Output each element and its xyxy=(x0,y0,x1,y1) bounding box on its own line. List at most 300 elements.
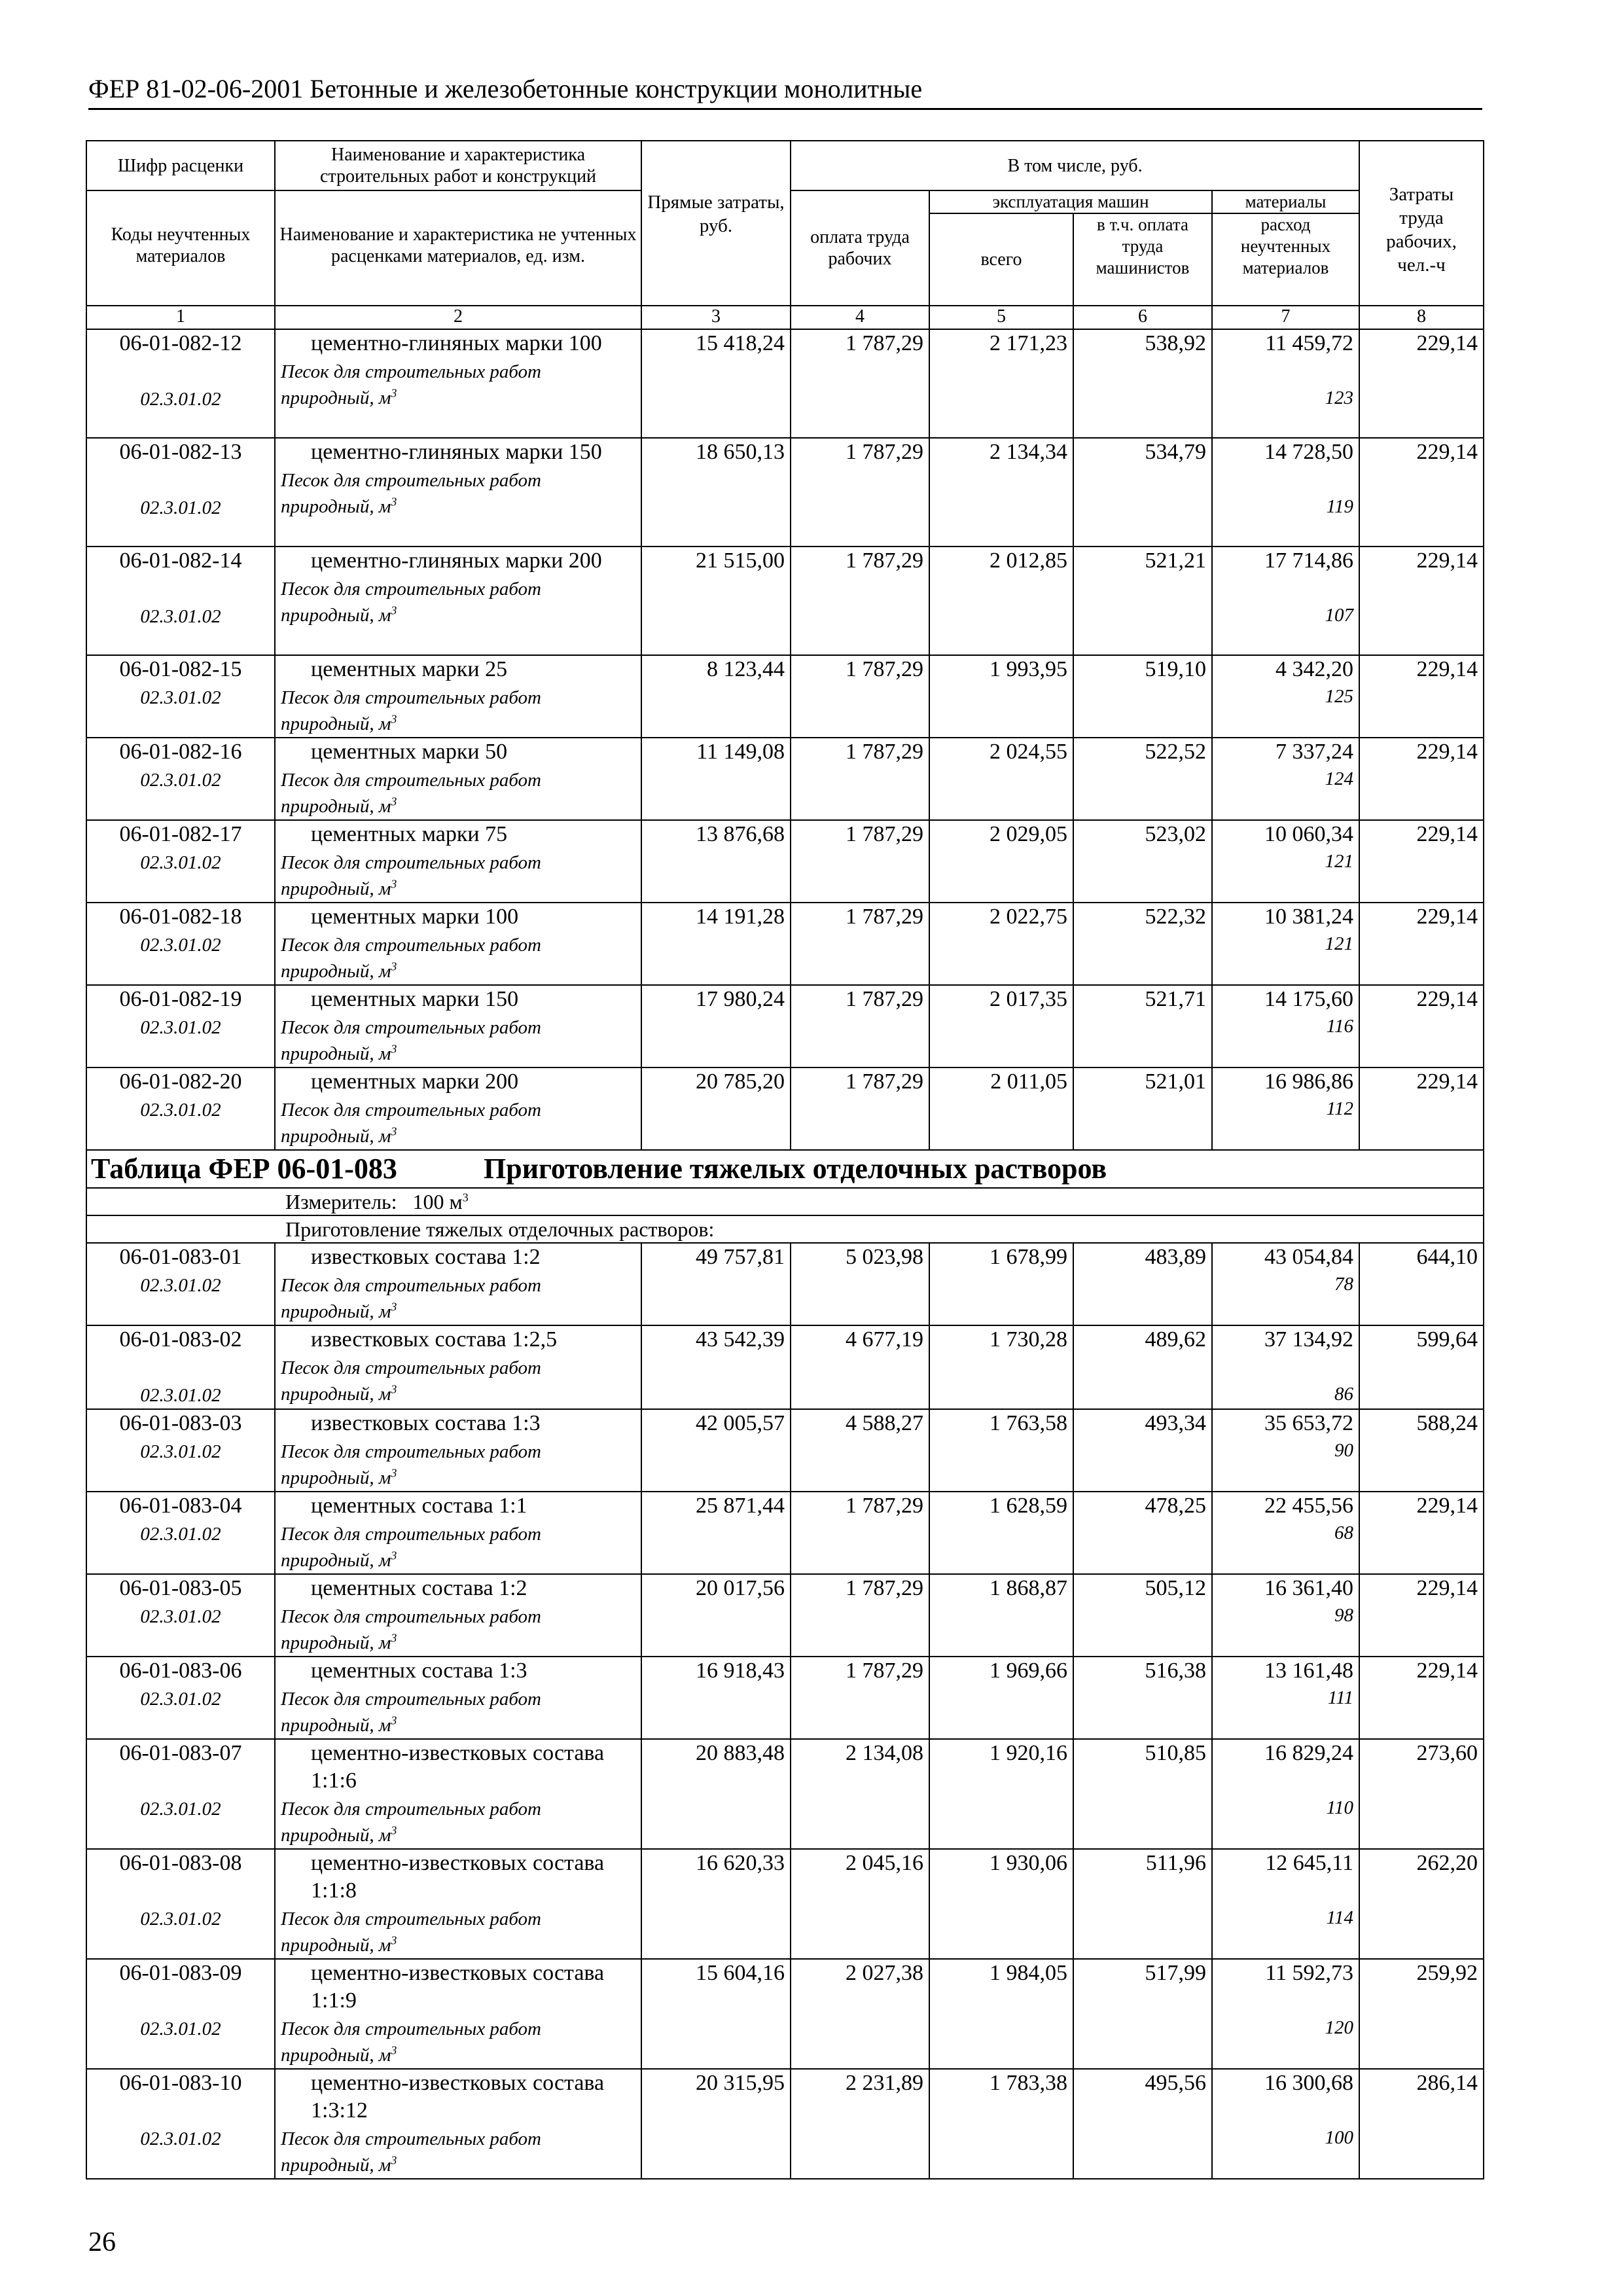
labor-hours: 588,24 xyxy=(1416,1411,1478,1435)
material-consumption: 121 xyxy=(1325,933,1354,954)
material-name-text: Песок для строительных работ природный, м xyxy=(281,1017,541,1064)
labor-pay-cell xyxy=(791,1409,929,1492)
materials-cost: 7 337,24 xyxy=(1275,740,1354,764)
labor-hours: 229,14 xyxy=(1416,1069,1478,1094)
material-unit-power: 3 xyxy=(391,712,397,726)
labor-hours-cell xyxy=(1359,903,1484,985)
labor-hours-cell xyxy=(1359,438,1484,547)
material-code: 02.3.01.02 xyxy=(140,1441,221,1462)
material-unit-power: 3 xyxy=(391,877,397,891)
column-number: 4 xyxy=(791,306,929,329)
work-name: цементных марки 200 xyxy=(311,1069,519,1094)
materials-cost: 16 986,86 xyxy=(1264,1069,1354,1094)
material-name xyxy=(281,1271,635,1325)
machine-total: 1 628,59 xyxy=(990,1494,1067,1518)
machine-total: 1 868,87 xyxy=(990,1576,1067,1600)
materials-cell xyxy=(1212,903,1359,985)
material-code: 02.3.01.02 xyxy=(140,687,221,708)
labor-pay: 1 787,29 xyxy=(846,822,923,846)
labor-hours-cell xyxy=(1359,1959,1484,2069)
machine-total-cell xyxy=(929,1409,1073,1492)
material-code: 02.3.01.02 xyxy=(140,2018,221,2039)
running-header: ФЕР 81-02-06-2001 Бетонные и железобетонные конструкции монолитные xyxy=(88,74,923,103)
material-unit-power: 3 xyxy=(391,1300,397,1314)
labor-pay: 2 231,89 xyxy=(846,2071,923,2095)
rate-code: 06-01-083-07 xyxy=(119,1741,242,1765)
machine-total: 1 783,38 xyxy=(990,2071,1067,2095)
work-name: цементно-глиняных марки 150 xyxy=(311,440,602,464)
direct-costs-cell xyxy=(641,903,791,985)
machinist-pay: 522,52 xyxy=(1145,740,1206,764)
machine-total-cell xyxy=(929,655,1073,738)
material-consumption: 98 xyxy=(1334,1605,1354,1626)
rate-code-cell xyxy=(86,655,275,738)
labor-pay-cell xyxy=(791,738,929,820)
direct-costs: 11 149,08 xyxy=(696,740,785,764)
meter-label: Измеритель: xyxy=(285,1190,397,1213)
material-name-text: Песок для строительных работ природный, м xyxy=(281,1275,541,1322)
labor-pay: 2 045,16 xyxy=(846,1851,923,1875)
name-cell xyxy=(275,1067,641,1150)
direct-costs: 13 876,68 xyxy=(696,822,785,846)
material-consumption: 86 xyxy=(1334,1384,1354,1405)
machine-total-cell xyxy=(929,1067,1073,1150)
materials-cell xyxy=(1212,655,1359,738)
labor-pay: 1 787,29 xyxy=(846,1576,923,1600)
rate-code: 06-01-083-09 xyxy=(119,1961,242,1985)
material-code: 02.3.01.02 xyxy=(140,1689,221,1710)
rate-code: 06-01-082-18 xyxy=(119,905,242,929)
machinist-pay-cell xyxy=(1073,547,1212,655)
material-consumption: 121 xyxy=(1325,851,1354,872)
material-name-text: Песок для строительных работ природный, м xyxy=(281,2018,541,2066)
materials-cost: 16 829,24 xyxy=(1264,1741,1354,1765)
material-name xyxy=(281,1685,635,1738)
direct-costs-cell xyxy=(641,547,791,655)
table-row xyxy=(86,738,1484,820)
name-cell xyxy=(275,1243,641,1325)
material-consumption: 107 xyxy=(1325,605,1354,626)
table-body xyxy=(86,141,1484,2179)
materials-cost: 37 134,92 xyxy=(1264,1327,1354,1352)
machinist-pay: 489,62 xyxy=(1145,1327,1206,1352)
labor-pay-cell xyxy=(791,329,929,438)
direct-costs-cell xyxy=(641,820,791,903)
header-machinist-pay: в т.ч. оплата труда машинистов xyxy=(1073,213,1212,306)
labor-hours-cell xyxy=(1359,1243,1484,1325)
machinist-pay-cell xyxy=(1073,903,1212,985)
machine-total: 2 011,05 xyxy=(990,1069,1067,1094)
rate-code: 06-01-082-15 xyxy=(119,657,242,681)
work-name: цементных марки 75 xyxy=(311,822,508,846)
materials-cell xyxy=(1212,1243,1359,1325)
material-name-text: Песок для строительных работ природный, м xyxy=(281,1357,541,1405)
labor-pay: 1 787,29 xyxy=(846,740,923,764)
labor-pay: 1 787,29 xyxy=(846,1069,923,1094)
material-code: 02.3.01.02 xyxy=(140,389,221,410)
rate-code-cell xyxy=(86,1409,275,1492)
materials-cost: 17 714,86 xyxy=(1264,548,1354,573)
material-name xyxy=(281,1905,635,1958)
material-consumption: 112 xyxy=(1326,1098,1354,1119)
machine-total-cell xyxy=(929,1959,1073,2069)
material-name xyxy=(281,2125,635,2178)
material-consumption: 123 xyxy=(1325,387,1354,408)
machine-total: 2 171,23 xyxy=(990,331,1067,355)
material-name-text: Песок для строительных работ природный, м xyxy=(281,1606,541,1653)
labor-pay-cell xyxy=(791,1739,929,1849)
machinist-pay: 505,12 xyxy=(1145,1576,1206,1600)
material-name-text: Песок для строительных работ природный, м xyxy=(281,1909,541,1956)
header-unaccounted-name: Наименование и характеристика не учтенных расценками материалов, ед. изм. xyxy=(279,224,637,266)
material-name xyxy=(281,766,635,819)
machinist-pay: 511,96 xyxy=(1145,1851,1206,1875)
machine-total-cell xyxy=(929,438,1073,547)
labor-pay: 1 787,29 xyxy=(846,1659,923,1683)
direct-costs-cell xyxy=(641,1067,791,1150)
machinist-pay: 523,02 xyxy=(1145,822,1206,846)
work-name: цементных состава 1:1 xyxy=(311,1494,527,1518)
section-meter xyxy=(86,1188,1484,1215)
table-row xyxy=(86,1492,1484,1574)
column-number: 2 xyxy=(275,306,641,329)
rate-code: 06-01-082-13 xyxy=(119,440,242,464)
labor-pay: 2 027,38 xyxy=(846,1961,923,1985)
labor-hours-cell xyxy=(1359,820,1484,903)
labor-pay: 1 787,29 xyxy=(846,987,923,1011)
rate-code-cell xyxy=(86,1325,275,1409)
column-number: 7 xyxy=(1212,306,1359,329)
material-consumption: 78 xyxy=(1334,1274,1354,1295)
machine-total: 1 984,05 xyxy=(990,1961,1067,1985)
machine-total: 2 017,35 xyxy=(990,987,1067,1011)
labor-hours: 644,10 xyxy=(1416,1245,1478,1269)
material-name-text: Песок для строительных работ природный, м xyxy=(281,1524,541,1571)
rate-code: 06-01-083-04 xyxy=(119,1494,242,1518)
header-name: Наименование и характеристика строительных работ и конструкций xyxy=(276,141,641,191)
material-code: 02.3.01.02 xyxy=(140,497,221,518)
rate-code-cell xyxy=(86,985,275,1067)
material-name xyxy=(281,1096,635,1149)
rate-code: 06-01-082-20 xyxy=(119,1069,242,1094)
work-name: известковых состава 1:3 xyxy=(311,1411,541,1435)
direct-costs: 20 883,48 xyxy=(696,1741,785,1765)
rate-code: 06-01-082-12 xyxy=(119,331,242,355)
material-consumption: 124 xyxy=(1325,768,1354,789)
material-unit-power: 3 xyxy=(391,1466,397,1480)
direct-costs-cell xyxy=(641,1739,791,1849)
rate-code-cell xyxy=(86,1067,275,1150)
direct-costs: 14 191,28 xyxy=(696,905,785,929)
labor-hours-cell xyxy=(1359,655,1484,738)
rate-code: 06-01-083-05 xyxy=(119,1576,242,1600)
labor-pay: 2 134,08 xyxy=(846,1741,923,1765)
machinist-pay: 516,38 xyxy=(1145,1659,1206,1683)
materials-cell xyxy=(1212,329,1359,438)
machine-total: 1 678,99 xyxy=(990,1245,1067,1269)
material-name xyxy=(281,1354,635,1407)
material-unit-power: 3 xyxy=(391,1042,397,1056)
machine-total-cell xyxy=(929,738,1073,820)
labor-pay: 1 787,29 xyxy=(846,1494,923,1518)
machine-total-cell xyxy=(929,1657,1073,1739)
machinist-pay: 510,85 xyxy=(1145,1741,1206,1765)
header-machine-operation: эксплуатация машин xyxy=(929,190,1212,213)
material-consumption: 111 xyxy=(1327,1687,1354,1708)
labor-pay-cell xyxy=(791,1243,929,1325)
labor-pay: 4 677,19 xyxy=(846,1327,923,1352)
table-row xyxy=(86,1325,1484,1409)
material-code: 02.3.01.02 xyxy=(140,2128,221,2149)
material-unit-power: 3 xyxy=(391,1933,397,1947)
direct-costs: 16 918,43 xyxy=(696,1659,785,1683)
name-cell xyxy=(275,655,641,738)
materials-cell xyxy=(1212,1067,1359,1150)
table-row xyxy=(86,438,1484,547)
materials-cell xyxy=(1212,2069,1359,2179)
labor-pay-cell xyxy=(791,1492,929,1574)
rate-code: 06-01-083-10 xyxy=(119,2071,242,2095)
group-title: Приготовление тяжелых отделочных растворов: xyxy=(285,1217,715,1241)
page-number: 26 xyxy=(88,2227,116,2257)
work-name: цементно-глиняных марки 100 xyxy=(311,331,602,355)
table-row xyxy=(86,329,1484,438)
machinist-pay-cell xyxy=(1073,329,1212,438)
direct-costs: 43 542,39 xyxy=(696,1327,785,1352)
material-code: 02.3.01.02 xyxy=(140,1606,221,1627)
materials-cost: 10 060,34 xyxy=(1264,822,1354,846)
work-name: цементных марки 25 xyxy=(311,657,508,681)
labor-pay: 4 588,27 xyxy=(846,1411,923,1435)
machinist-pay: 538,92 xyxy=(1145,331,1206,355)
section-title xyxy=(86,1150,1484,1188)
direct-costs-cell xyxy=(641,1574,791,1657)
labor-hours: 229,14 xyxy=(1416,822,1478,846)
material-code: 02.3.01.02 xyxy=(140,1909,221,1929)
materials-cost: 16 300,68 xyxy=(1264,2071,1354,2095)
rate-code-cell xyxy=(86,820,275,903)
machinist-pay: 478,25 xyxy=(1145,1494,1206,1518)
table-row xyxy=(86,1574,1484,1657)
direct-costs-cell xyxy=(641,1959,791,2069)
name-cell xyxy=(275,1325,641,1409)
materials-cell xyxy=(1212,547,1359,655)
header-materials: материалы xyxy=(1212,190,1359,213)
direct-costs-cell xyxy=(641,1492,791,1574)
machine-total: 1 763,58 xyxy=(990,1411,1067,1435)
material-name-text: Песок для строительных работ природный, м xyxy=(281,1100,541,1147)
material-name xyxy=(281,683,635,737)
rate-code-cell xyxy=(86,903,275,985)
materials-cell xyxy=(1212,1849,1359,1959)
material-code: 02.3.01.02 xyxy=(140,770,221,791)
material-name-text: Песок для строительных работ природный, м xyxy=(281,1441,541,1488)
machinist-pay: 534,79 xyxy=(1145,440,1206,464)
rate-code: 06-01-082-19 xyxy=(119,987,242,1011)
work-name: цементных марки 150 xyxy=(311,987,519,1011)
machine-total-cell xyxy=(929,2069,1073,2179)
name-cell xyxy=(275,1657,641,1739)
machine-total: 1 969,66 xyxy=(990,1659,1067,1683)
column-number: 8 xyxy=(1359,306,1484,329)
direct-costs: 16 620,33 xyxy=(696,1851,785,1875)
labor-hours-cell xyxy=(1359,1067,1484,1150)
direct-costs: 20 315,95 xyxy=(696,2071,785,2095)
name-cell xyxy=(275,1409,641,1492)
machinist-pay: 495,56 xyxy=(1145,2071,1206,2095)
labor-pay-cell xyxy=(791,438,929,547)
machinist-pay-cell xyxy=(1073,1574,1212,1657)
section-group xyxy=(86,1215,1484,1243)
material-name xyxy=(281,575,635,628)
labor-pay: 1 787,29 xyxy=(846,905,923,929)
material-name-text: Песок для строительных работ природный, м xyxy=(281,1689,541,1736)
material-name xyxy=(281,1602,635,1656)
machinist-pay-cell xyxy=(1073,1849,1212,1959)
header-direct-costs: Прямые затраты, руб. xyxy=(641,141,791,306)
machinist-pay: 521,71 xyxy=(1145,987,1206,1011)
direct-costs-cell xyxy=(641,1325,791,1409)
machine-total-cell xyxy=(929,1243,1073,1325)
machinist-pay: 522,32 xyxy=(1145,905,1206,929)
name-cell xyxy=(275,1739,641,1849)
rate-code-cell xyxy=(86,2069,275,2179)
machine-total: 1 920,16 xyxy=(990,1741,1067,1765)
rate-code: 06-01-082-17 xyxy=(119,822,242,846)
machine-total-cell xyxy=(929,820,1073,903)
labor-hours-cell xyxy=(1359,1739,1484,1849)
machine-total-cell xyxy=(929,1739,1073,1849)
material-code: 02.3.01.02 xyxy=(140,1385,221,1406)
name-cell xyxy=(275,329,641,438)
materials-cell xyxy=(1212,438,1359,547)
direct-costs-cell xyxy=(641,438,791,547)
labor-hours-cell xyxy=(1359,2069,1484,2179)
material-name-text: Песок для строительных работ природный, м xyxy=(281,770,541,817)
work-name: известковых состава 1:2,5 xyxy=(311,1327,558,1352)
labor-pay: 1 787,29 xyxy=(846,440,923,464)
machinist-pay: 519,10 xyxy=(1145,657,1206,681)
material-unit-power: 3 xyxy=(391,1713,397,1727)
section-title-row xyxy=(86,1150,1484,1188)
header-labor-pay: оплата труда рабочих xyxy=(791,190,929,306)
table-row xyxy=(86,547,1484,655)
column-number: 1 xyxy=(86,306,275,329)
labor-pay-cell xyxy=(791,547,929,655)
material-unit-power: 3 xyxy=(391,1124,397,1138)
material-consumption: 114 xyxy=(1326,1907,1354,1928)
machinist-pay-cell xyxy=(1073,1067,1212,1150)
material-code: 02.3.01.02 xyxy=(140,1100,221,1121)
material-name xyxy=(281,357,635,411)
machine-total: 1 930,06 xyxy=(990,1851,1067,1875)
meter xyxy=(92,1189,469,1215)
material-code: 02.3.01.02 xyxy=(140,1799,221,1820)
machine-total-cell xyxy=(929,903,1073,985)
work-name: цементно-известковых состава 1:3:12 xyxy=(311,2071,605,2123)
meter-value: 100 м xyxy=(412,1190,463,1213)
direct-costs: 20 017,56 xyxy=(696,1576,785,1600)
machine-total: 2 022,75 xyxy=(990,905,1067,929)
rate-code-cell xyxy=(86,1574,275,1657)
machine-total-cell xyxy=(929,1574,1073,1657)
machinist-pay-cell xyxy=(1073,1492,1212,1574)
machine-total: 2 012,85 xyxy=(990,548,1067,573)
material-consumption: 90 xyxy=(1334,1440,1354,1461)
direct-costs-cell xyxy=(641,2069,791,2179)
machine-total: 2 024,55 xyxy=(990,740,1067,764)
labor-hours-cell xyxy=(1359,1574,1484,1657)
name-cell xyxy=(275,1959,641,2069)
material-name-text: Песок для строительных работ природный, м xyxy=(281,361,541,408)
material-name xyxy=(281,931,635,984)
direct-costs: 42 005,57 xyxy=(696,1411,785,1435)
rate-code-cell xyxy=(86,1243,275,1325)
work-name: цементно-известковых состава 1:1:9 xyxy=(311,1961,605,2013)
rate-code: 06-01-083-06 xyxy=(119,1659,242,1683)
direct-costs: 8 123,44 xyxy=(707,657,785,681)
materials-cost: 11 459,72 xyxy=(1265,331,1354,355)
name-cell xyxy=(275,1849,641,1959)
work-name: известковых состава 1:2 xyxy=(311,1245,541,1269)
labor-hours: 229,14 xyxy=(1416,740,1478,764)
direct-costs-cell xyxy=(641,1849,791,1959)
material-name-text: Песок для строительных работ природный, м xyxy=(281,470,541,517)
labor-pay: 1 787,29 xyxy=(846,548,923,573)
header-machine-total: всего xyxy=(929,213,1073,306)
machinist-pay-cell xyxy=(1073,1739,1212,1849)
direct-costs-cell xyxy=(641,1409,791,1492)
rate-code-cell xyxy=(86,1657,275,1739)
machinist-pay-cell xyxy=(1073,438,1212,547)
machine-total-cell xyxy=(929,985,1073,1067)
material-name xyxy=(281,1520,635,1573)
material-unit-power: 3 xyxy=(391,495,397,509)
material-name-text: Песок для строительных работ природный, м xyxy=(281,1799,541,1846)
table-row xyxy=(86,985,1484,1067)
machine-total: 2 029,05 xyxy=(990,822,1067,846)
material-unit-power: 3 xyxy=(391,1549,397,1562)
machinist-pay-cell xyxy=(1073,655,1212,738)
labor-pay: 5 023,98 xyxy=(846,1245,923,1269)
direct-costs-cell xyxy=(641,655,791,738)
labor-pay-cell xyxy=(791,985,929,1067)
machinist-pay: 521,01 xyxy=(1145,1069,1206,1094)
header-rule xyxy=(88,108,1482,110)
labor-hours: 262,20 xyxy=(1416,1851,1478,1875)
labor-pay-cell xyxy=(791,1959,929,2069)
work-name: цементно-известковых состава 1:1:8 xyxy=(311,1851,605,1903)
name-cell xyxy=(275,2069,641,2179)
machine-total-cell xyxy=(929,329,1073,438)
column-number: 6 xyxy=(1073,306,1212,329)
name-cell xyxy=(275,820,641,903)
material-name xyxy=(281,2015,635,2068)
material-unit-power: 3 xyxy=(391,386,397,400)
table-row xyxy=(86,1243,1484,1325)
machinist-pay-cell xyxy=(1073,1325,1212,1409)
materials-cell xyxy=(1212,1739,1359,1849)
materials-cost: 14 175,60 xyxy=(1264,987,1354,1011)
labor-pay-cell xyxy=(791,1325,929,1409)
machine-total: 2 134,34 xyxy=(990,440,1067,464)
materials-cell xyxy=(1212,1492,1359,1574)
materials-cost: 10 381,24 xyxy=(1264,905,1354,929)
name-cell xyxy=(275,985,641,1067)
labor-hours-cell xyxy=(1359,1492,1484,1574)
direct-costs: 18 650,13 xyxy=(696,440,785,464)
rate-code-cell xyxy=(86,1492,275,1574)
